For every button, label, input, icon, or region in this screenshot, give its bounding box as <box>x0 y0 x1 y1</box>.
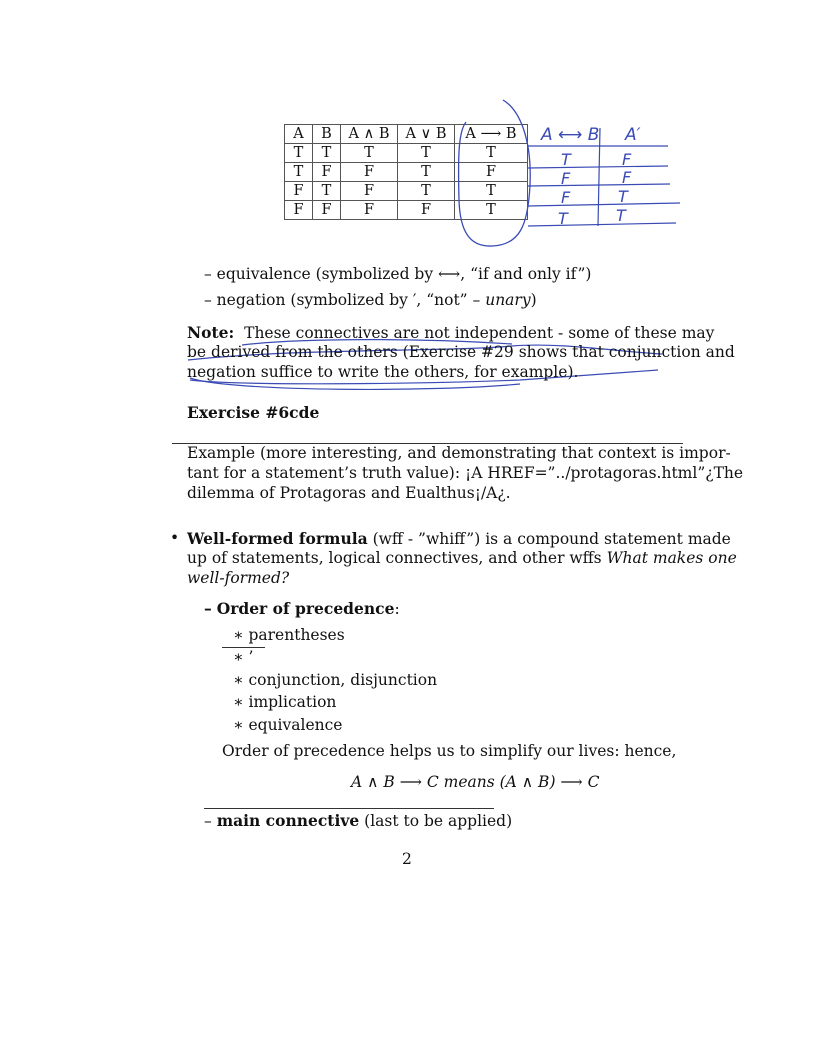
wff-term: Well-formed formula <box>187 529 368 548</box>
hand-table-line <box>528 166 668 168</box>
wff-question: What makes one <box>606 549 737 567</box>
wff-line-3: well-formed? <box>187 569 290 587</box>
precedence-title: Order of precedence <box>216 599 395 618</box>
hand-header: A ⟷ B <box>541 125 600 145</box>
hand-cell: F <box>622 168 632 187</box>
wff-line-2 <box>187 549 737 567</box>
item-marker: ∗ <box>233 648 244 666</box>
item-marker: ∗ <box>233 693 244 711</box>
precedence-colon: : <box>394 600 400 618</box>
exercise-heading: Exercise #6cde <box>187 403 320 422</box>
hand-cell: F <box>561 188 571 207</box>
truth-table-cell: F <box>285 201 313 220</box>
truth-table-cell: F <box>341 201 398 220</box>
truth-table-cell: T <box>398 163 455 182</box>
precedence-formula: A ∧ B ⟶ C means (A ∧ B) ⟶ C <box>351 773 600 791</box>
item-text: conjunction, disjunction <box>248 671 438 689</box>
truth-table-header: A ∨ B <box>398 125 455 144</box>
wff-bullet: • <box>170 529 180 547</box>
item-text: parentheses <box>248 626 345 644</box>
truth-table-cell: F <box>341 163 398 182</box>
note-text: These connectives are not independent - some of these may <box>244 324 715 342</box>
hand-header: A′ <box>625 125 641 145</box>
truth-table-cell: F <box>341 182 398 201</box>
truth-table-cell: F <box>455 163 528 182</box>
truth-table-row <box>285 144 528 163</box>
main-connective-item <box>204 811 512 830</box>
hand-table-line <box>528 184 670 186</box>
truth-table-cell: T <box>455 144 528 163</box>
item-text: equivalence <box>248 716 343 734</box>
truth-table-row <box>285 182 528 201</box>
truth-table-header-row <box>285 125 528 144</box>
precedence-item <box>233 693 336 711</box>
item-marker: ∗ <box>233 716 244 734</box>
hand-cell: T <box>558 209 568 228</box>
wff-line-1 <box>187 529 731 548</box>
hand-cell: T <box>616 206 626 225</box>
main-connective-text: (last to be applied) <box>359 812 513 830</box>
hand-cell: T <box>618 187 628 206</box>
truth-table-cell: T <box>398 182 455 201</box>
main-connective-rule <box>204 808 494 809</box>
truth-table-header: A ⟶ B <box>455 125 528 144</box>
wff-text: up of statements, logical connectives, and other wffs <box>187 549 607 567</box>
negation-item <box>204 291 537 309</box>
item-marker: ∗ <box>233 671 244 689</box>
example-line-1: Example (more interesting, and demonstrating that context is impor- <box>187 444 731 462</box>
example-line-3: dilemma of Protagoras and Eualthus¡/A¿. <box>187 484 511 502</box>
truth-table-header: A ∧ B <box>341 125 398 144</box>
truth-table-cell: T <box>455 201 528 220</box>
precedence-item <box>233 648 253 666</box>
truth-table-cell: T <box>341 144 398 163</box>
precedence-summary: Order of precedence helps us to simplify our lives: hence, <box>222 742 677 760</box>
negation-text: – negation (symbolized by ′, “not” – <box>204 291 486 309</box>
note-label: Note: <box>187 323 235 342</box>
equivalence-item: – equivalence (symbolized by ⟷, “if and only if”) <box>204 265 592 283</box>
truth-table-cell: T <box>285 163 313 182</box>
item-text: ’ <box>248 648 254 666</box>
precedence-dash: – <box>204 599 212 618</box>
hand-table-line <box>528 203 680 206</box>
truth-table-cell: F <box>398 201 455 220</box>
truth-table-header: B <box>313 125 341 144</box>
truth-table-cell: T <box>455 182 528 201</box>
note-line-3: negation suffice to write the others, for example). <box>187 363 579 381</box>
hand-cell: T <box>561 150 571 169</box>
truth-table-cell: F <box>313 163 341 182</box>
note-line-1 <box>187 323 714 342</box>
hand-table-line <box>528 223 676 226</box>
truth-table-header: A <box>285 125 313 144</box>
wff-definition: (wff - ”whiff”) is a compound statement made <box>367 530 731 548</box>
item-text: implication <box>248 693 337 711</box>
note-line-2: be derived from the others (Exercise #29 shows that conjunction and <box>187 343 735 361</box>
item-marker: ∗ <box>233 626 244 644</box>
truth-table-row <box>285 201 528 220</box>
negation-close: ) <box>530 291 537 309</box>
page-number: 2 <box>402 850 412 868</box>
precedence-heading <box>204 599 400 618</box>
truth-table <box>284 124 528 220</box>
main-connective-dash: – <box>204 812 212 830</box>
precedence-item <box>233 671 437 689</box>
negation-unary: unary <box>485 291 531 309</box>
truth-table-cell: T <box>313 144 341 163</box>
truth-table-cell: F <box>285 182 313 201</box>
truth-table-cell: T <box>398 144 455 163</box>
precedence-item <box>233 626 345 644</box>
hand-table-divider <box>598 128 600 226</box>
truth-table-row <box>285 163 528 182</box>
truth-table-cell: F <box>313 201 341 220</box>
truth-table-cell: T <box>313 182 341 201</box>
truth-table-cell: T <box>285 144 313 163</box>
precedence-item <box>233 716 342 734</box>
hand-cell: F <box>622 150 632 169</box>
hand-cell: F <box>561 169 571 188</box>
main-connective-term: main connective <box>216 811 360 830</box>
example-line-2: tant for a statement’s truth value): ¡A HREF=”../protagoras.html”¿The <box>187 464 744 482</box>
